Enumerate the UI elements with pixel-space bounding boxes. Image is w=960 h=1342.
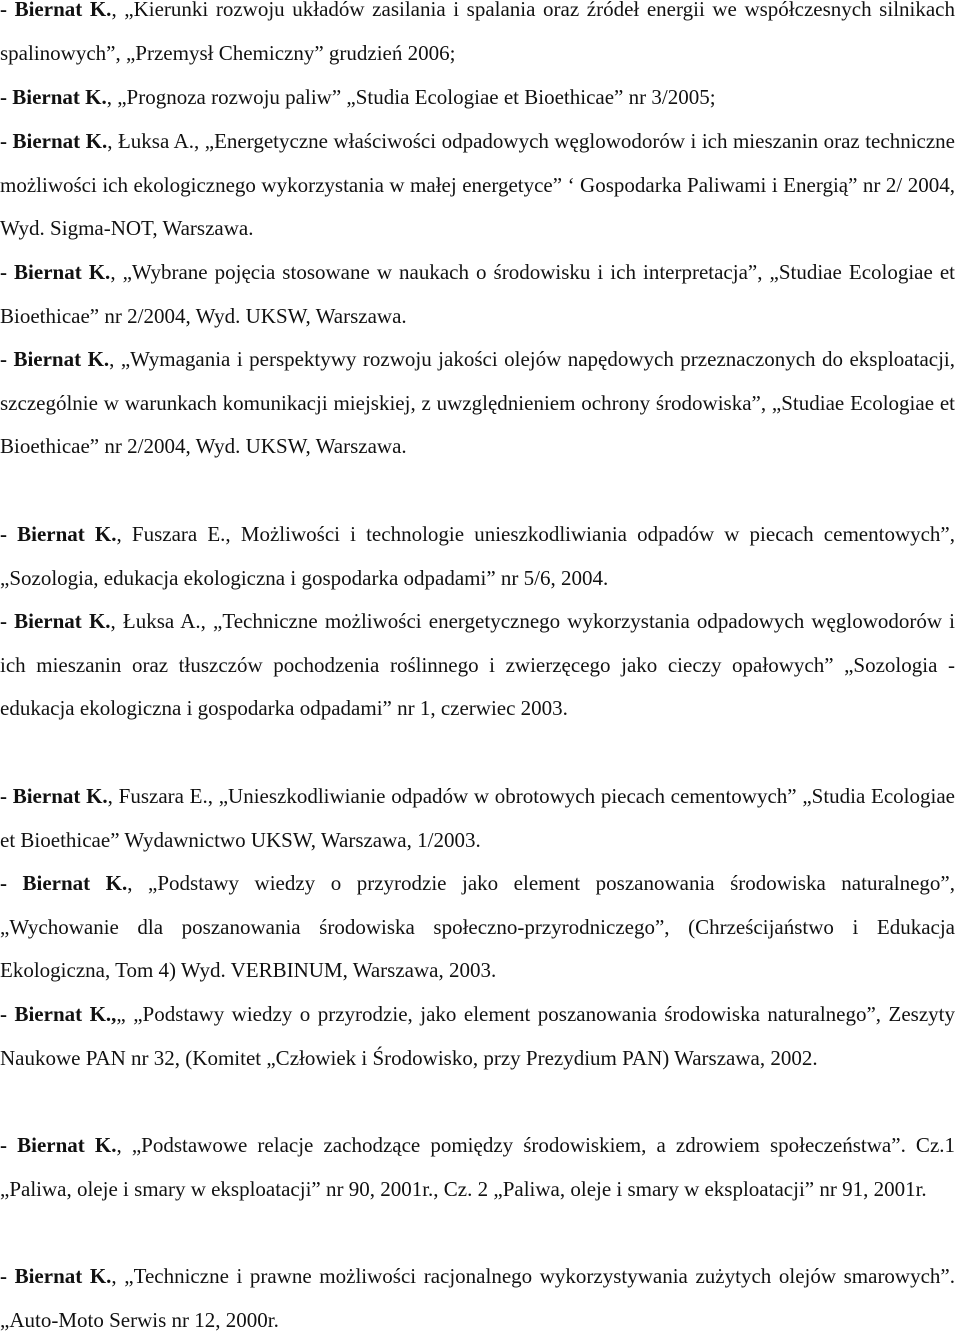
entry-author: - Biernat K. (0, 129, 108, 153)
entry-author: - Biernat K. (0, 347, 110, 371)
entry-author: - Biernat K. (0, 85, 107, 109)
entry-author: - Biernat K. (0, 609, 111, 633)
entry-text: , „Podstawy wiedzy o przyrodzie jako element poszanowania środowiska naturalnego”, „Wychowanie dla poszanowania środowiska społeczno-przyrodniczego”, (Chrześcijaństwo i Edukacja Ekologiczna, Tom 4) Wyd. VERBINUM, Warszawa, 2003. (0, 871, 955, 983)
bibliography-entry (0, 1255, 955, 1342)
entry-text: , „Wymagania i perspektywy rozwoju jakości olejów napędowych przeznaczonych do eksploatacji, szczególnie w warunkach komunikacji miejskiej, z uwzględnieniem ochrony środowiska”, „Studiae Ecologiae et Bioethicae” nr 2/2004, Wyd. UKSW, Warszawa. (0, 347, 956, 459)
entry-author: - Biernat K. (0, 871, 128, 895)
bibliography-entry (0, 76, 955, 120)
bibliography-entry (0, 600, 955, 731)
entry-text: , Fuszara E., „Unieszkodliwianie odpadów w obrotowych piecach cementowych” „Studia Ecologiae et Bioethicae” Wydawnictwo UKSW, Warszawa, 1/2003. (0, 784, 955, 852)
entry-author: - Biernat K. (0, 784, 108, 808)
bibliography-entry (0, 993, 955, 1080)
entry-text: , Łuksa A., „Energetyczne właściwości odpadowych węglowodorów i ich mieszanin oraz techniczne możliwości ich ekologicznego wykorzystania w małej energetyce” ‘ Gospodarka Paliwami i Energią” nr 2/ 2004, Wyd. Sigma-NOT, Warszawa. (0, 129, 955, 241)
entry-text: , „Prognoza rozwoju paliw” „Studia Ecologiae et Bioethicae” nr 3/2005; (106, 85, 716, 109)
entry-text: „ „Podstawy wiedzy o przyrodzie, jako element poszanowania środowiska naturalnego”, Zeszyty Naukowe PAN nr 32, (Komitet „Człowiek i Środowisko, przy Prezydium PAN) Warszawa, 2002. (0, 1002, 955, 1070)
entry-text: , „Wybrane pojęcia stosowane w naukach o środowisku i ich interpretacja”, „Studiae Ecologiae et Bioethicae” nr 2/2004, Wyd. UKSW, Warszawa. (0, 260, 956, 328)
entry-text: , „Podstawowe relacje zachodzące pomiędzy środowiskiem, a zdrowiem społeczeństwa”. Cz.1 „Paliwa, oleje i smary w eksploatacji” nr 90, 2001r., Cz. 2 „Paliwa, oleje i smary w eksploatacji” nr 91, 2001r. (0, 1133, 956, 1201)
entry-author: - Biernat K. (0, 522, 117, 546)
entry-text: , „Kierunki rozwoju układów zasilania i spalania oraz źródeł energii we współczesnych silnikach spalinowych”, „Przemysł Chemiczny” grudzień 2006; (0, 0, 956, 65)
bibliography-entry (0, 120, 955, 251)
entry-author: - Biernat K., (0, 1002, 117, 1026)
entry-text: , „Techniczne i prawne możliwości racjonalnego wykorzystywania zużytych olejów smarowych”. „Auto-Moto Serwis nr 12, 2000r. (0, 1264, 955, 1332)
entry-text: , Łuksa A., „Techniczne możliwości energetycznego wykorzystania odpadowych węglowodorów i ich mieszanin oraz tłuszczów pochodzenia roślinnego i zwierzęcego jako cieczy opałowych” „Sozologia - edukacja ekologiczna i gospodarka odpadami” nr 1, czerwiec 2003. (0, 609, 955, 721)
entry-author: - Biernat K. (0, 260, 111, 284)
bibliography-entry (0, 775, 955, 862)
bibliography-entry (0, 0, 955, 75)
bibliography-entry (0, 513, 955, 600)
entry-text: , Fuszara E., Możliwości i technologie unieszkodliwiania odpadów w piecach cementowych”, „Sozologia, edukacja ekologiczna i gospodarka odpadami” nr 5/6, 2004. (0, 522, 956, 590)
entry-author: - Biernat K. (0, 0, 112, 21)
bibliography-entry (0, 862, 955, 993)
entry-author: - Biernat K. (0, 1133, 117, 1157)
bibliography-entry (0, 338, 955, 469)
bibliography-entry (0, 251, 955, 338)
bibliography-entry (0, 1124, 955, 1211)
entry-author: - Biernat K. (0, 1264, 112, 1288)
